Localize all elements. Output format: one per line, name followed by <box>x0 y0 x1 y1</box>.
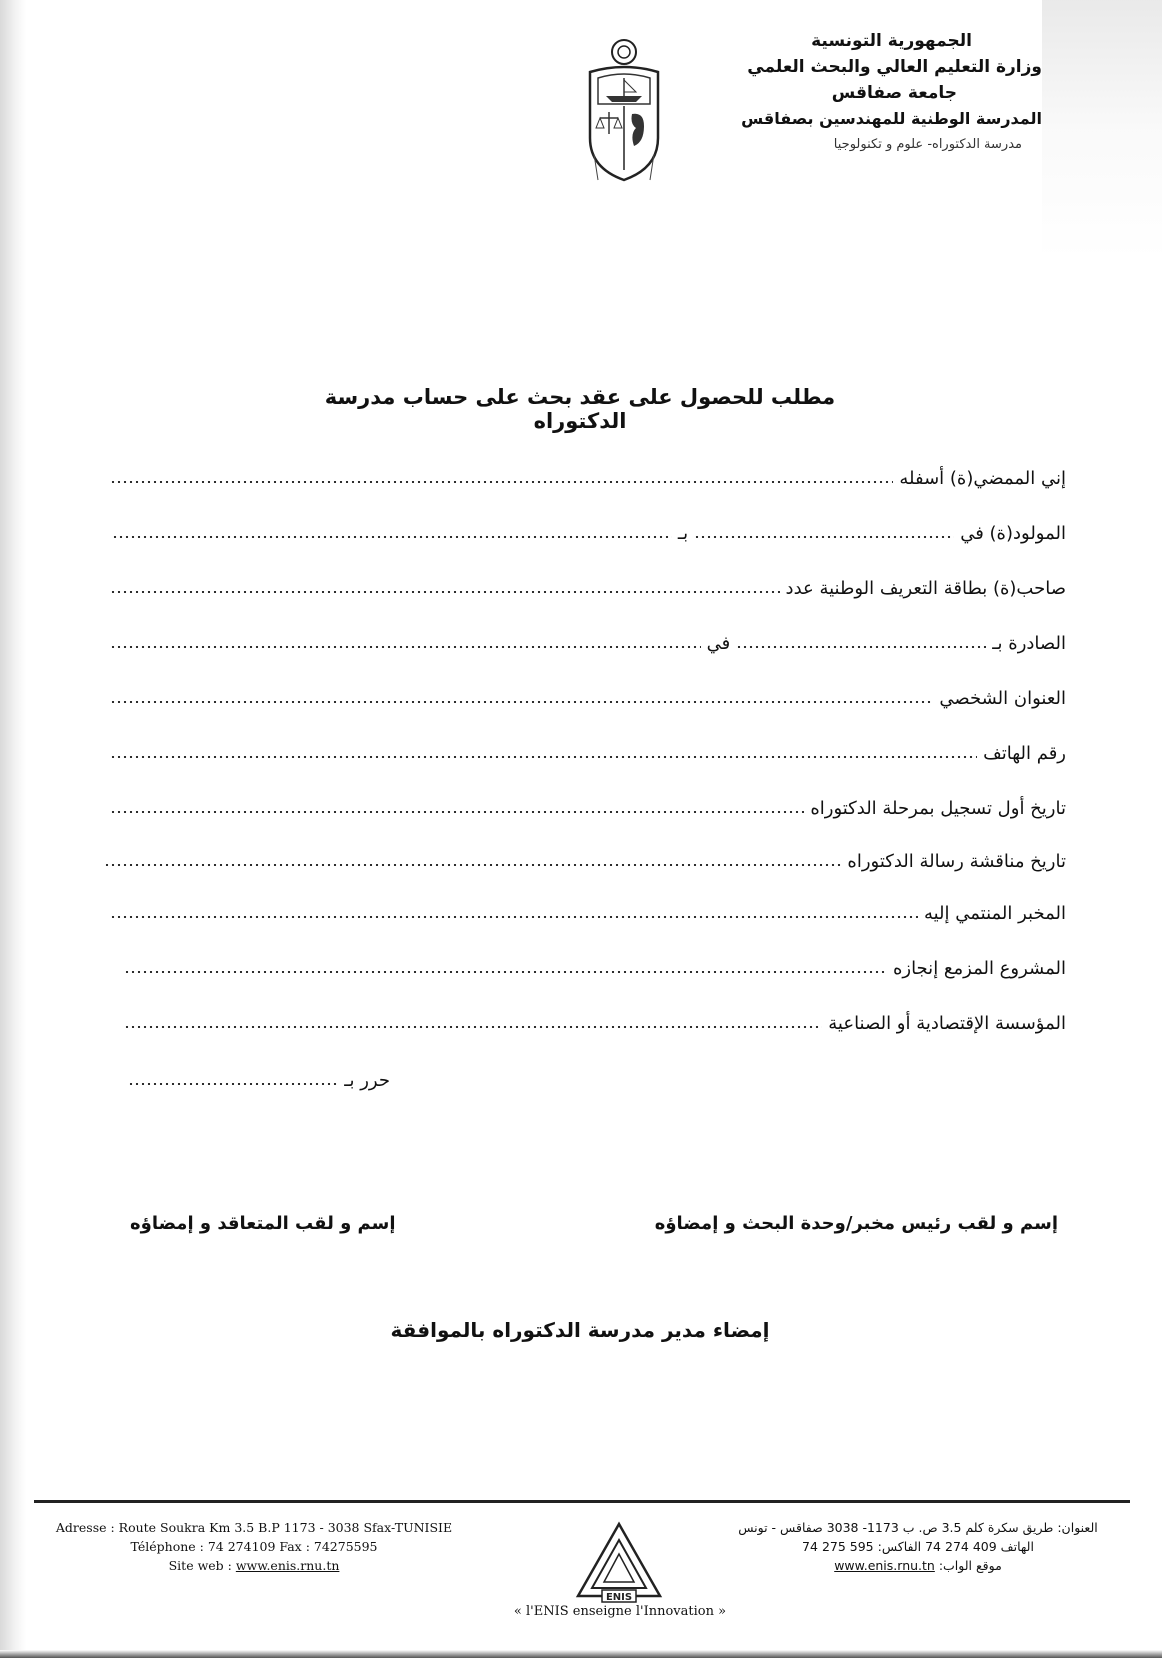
field-id-card[interactable] <box>110 565 1066 599</box>
field-label: تاريخ أول تسجيل بمرحلة الدكتوراه <box>810 798 1066 819</box>
fill-line[interactable] <box>128 1083 338 1085</box>
fill-line[interactable] <box>104 864 841 866</box>
field-label: إني الممضي(ة) أسفله <box>899 468 1066 489</box>
scan-edge <box>0 0 26 1658</box>
lab-head-signature-label: إسم و لقب رئيس مخبر/وحدة البحث و إمضاؤه <box>654 1213 1058 1234</box>
fill-line[interactable] <box>124 971 887 973</box>
fill-line[interactable] <box>694 536 954 538</box>
institution-header <box>622 28 1042 158</box>
field-label: المخبر المنتمي إليه <box>923 903 1066 924</box>
fill-line[interactable] <box>110 756 977 758</box>
fill-line[interactable] <box>112 536 672 538</box>
field-label: المشروع المزمع إنجازه <box>892 958 1066 979</box>
fill-line[interactable] <box>110 591 780 593</box>
fill-line[interactable] <box>124 1026 822 1028</box>
header-line-university: جامعة صفاقس <box>831 83 957 103</box>
footer-site-link[interactable]: www.enis.rnu.tn <box>235 1558 340 1573</box>
footer-address: Adresse : Route Soukra Km 3.5 B.P 1173 - 3038 Sfax-TUNISIE <box>55 1520 453 1535</box>
field-label: حرر بـ <box>344 1070 390 1091</box>
footer-site-label: موقع الواب: <box>938 1558 1002 1573</box>
field-defense-date[interactable] <box>104 838 1066 872</box>
field-birth[interactable] <box>112 510 1066 544</box>
header-line-ministry: وزارة التعليم العالي والبحث العلمي <box>747 57 1042 77</box>
field-label: رقم الهاتف <box>983 743 1066 764</box>
field-sub-label: في <box>706 633 731 654</box>
fill-line[interactable] <box>110 811 804 813</box>
footer-phone: الهاتف 409 274 74 الفاكس: 595 275 74 <box>802 1539 1034 1554</box>
field-first-registration[interactable] <box>110 785 1066 819</box>
fill-line[interactable] <box>110 916 918 918</box>
header-line-doctoral-school: مدرسة الدكتوراه- علوم و تكنولوجيا <box>833 137 1022 152</box>
footer-site-row <box>718 1556 1118 1575</box>
footer-address-fr <box>44 1518 464 1575</box>
scan-bottom-edge <box>0 1650 1162 1658</box>
footer-site-link[interactable]: www.enis.rnu.tn <box>834 1558 935 1573</box>
field-label: الصادرة بـ <box>992 633 1066 654</box>
field-address[interactable] <box>110 675 1066 709</box>
field-company[interactable] <box>124 1000 1066 1034</box>
field-label: المولود(ة) في <box>960 523 1066 544</box>
header-line-school: المدرسة الوطنية للمهندسين بصفاقس <box>741 109 1042 128</box>
header-line-republic: الجمهورية التونسية <box>811 31 972 51</box>
field-sub-label: بـ <box>677 523 689 544</box>
fill-line[interactable] <box>110 481 893 483</box>
director-approval-label: إمضاء مدير مدرسة الدكتوراه بالموافقة <box>390 1318 770 1342</box>
field-phone[interactable] <box>110 730 1066 764</box>
fill-line[interactable] <box>736 646 986 648</box>
logo-text: ENIS <box>605 1592 633 1603</box>
footer-divider <box>34 1500 1130 1503</box>
field-issued[interactable] <box>110 620 1066 654</box>
footer-site-label: Site web : <box>168 1558 232 1573</box>
form-title: مطلب للحصول على عقد بحث على حساب مدرسة الدكتوراه <box>324 385 836 433</box>
fill-line[interactable] <box>110 646 701 648</box>
field-written-at[interactable] <box>128 1057 390 1091</box>
field-project[interactable] <box>124 945 1066 979</box>
field-label: المؤسسة الإقتصادية أو الصناعية <box>828 1013 1066 1034</box>
footer-address-ar <box>718 1518 1118 1575</box>
footer-phone: Téléphone : 74 274109 Fax : 74275595 <box>130 1539 378 1554</box>
footer-slogan: « l'ENIS enseigne l'Innovation » <box>513 1604 727 1619</box>
enis-logo-icon <box>572 1520 666 1604</box>
field-label: العنوان الشخصي <box>939 688 1066 709</box>
field-label: صاحب(ة) بطاقة التعريف الوطنية عدد <box>785 578 1066 599</box>
fill-line[interactable] <box>110 701 933 703</box>
field-laboratory[interactable] <box>110 890 1066 924</box>
contractor-signature-label: إسم و لقب المتعاقد و إمضاؤه <box>130 1213 396 1234</box>
field-signer[interactable] <box>110 455 1066 489</box>
tunisia-coat-of-arms-icon <box>578 34 670 184</box>
footer-address: العنوان: طريق سكرة كلم 3.5 ص. ب 1173- 3038 صفاقس - تونس <box>738 1520 1098 1535</box>
footer-site-row <box>44 1556 464 1575</box>
field-label: تاريخ مناقشة رسالة الدكتوراه <box>847 851 1066 872</box>
scan-shadow <box>1042 0 1162 260</box>
